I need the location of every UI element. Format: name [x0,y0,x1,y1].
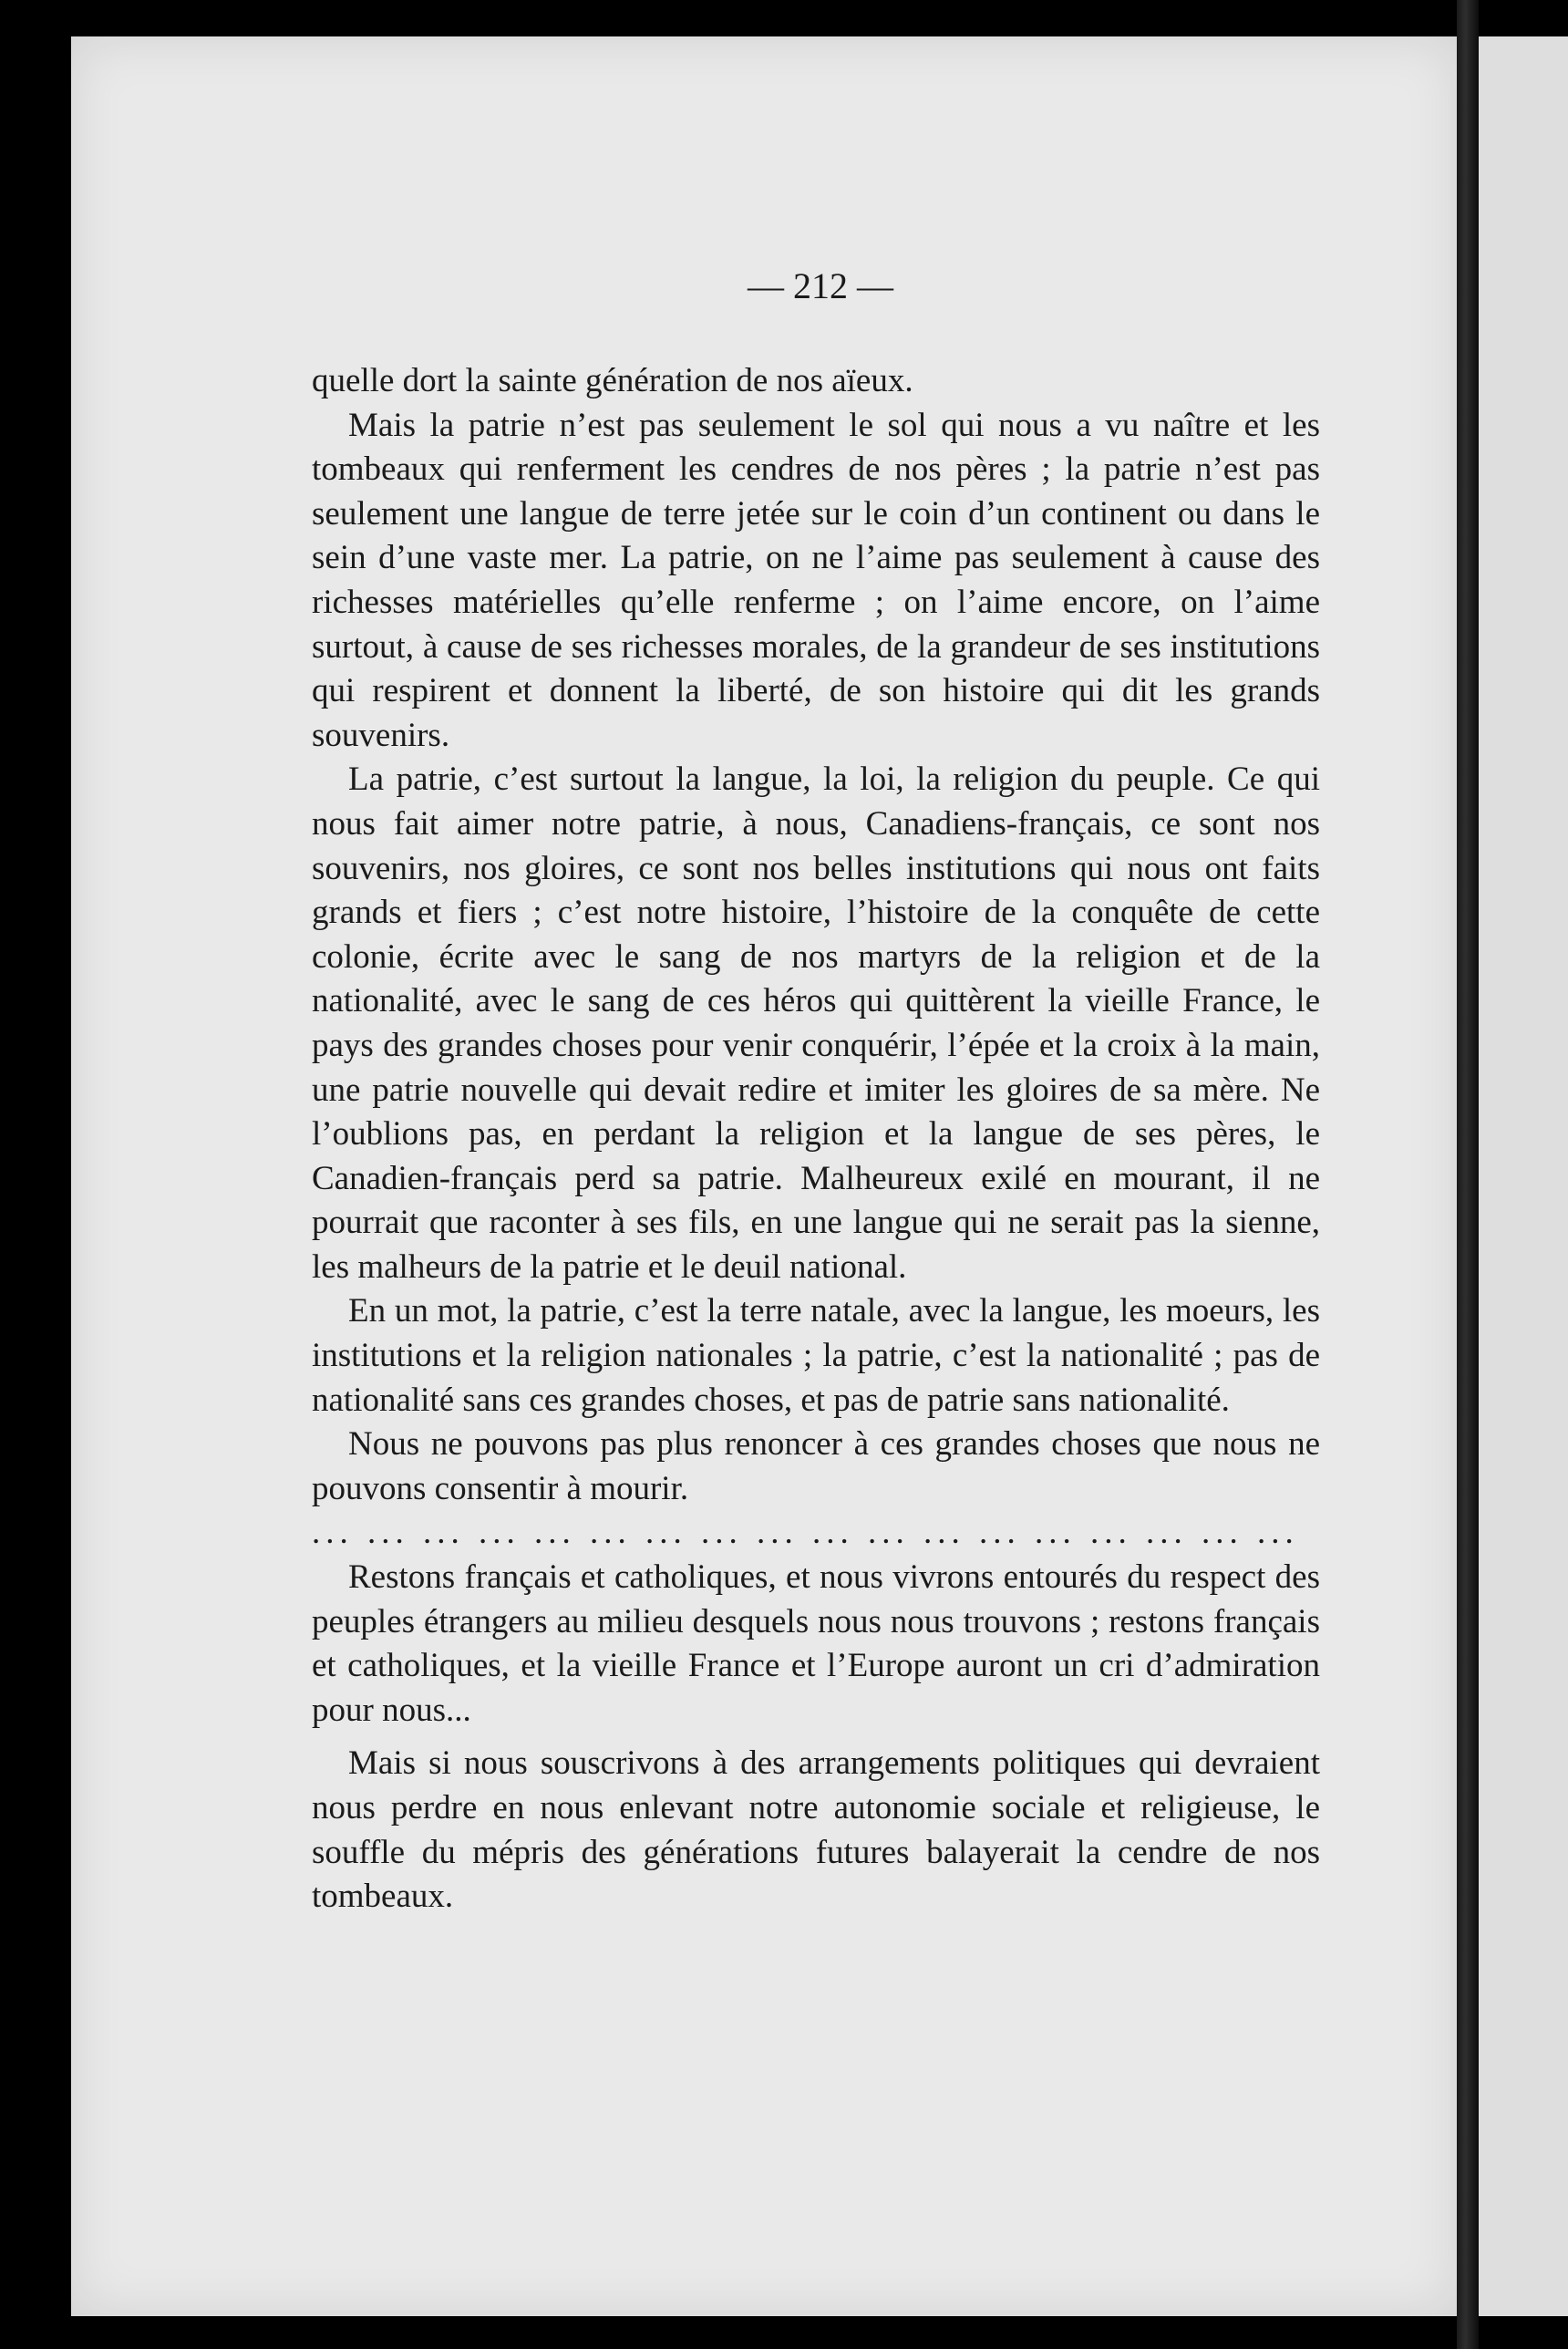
book-spine-shadow [1457,0,1479,2349]
paragraph-7: Mais si nous souscrivons à des arrangements politiques qui devraient nous perdre en nous enlevant notre autonomie sociale et religieuse, le souffle du mépris des générations futures balayerait la cendre de nos tombeaux. [312,1744,1320,1916]
paragraph-6: Restons français et catholiques, et nous vivrons entourés du respect des peuples étrangers au milieu desquels nous nous trouvons ; restons français et catholiques, et la vieille France et l’Europe auront un cri d’admiration pour nous... [312,1558,1320,1729]
paragraph-4: En un mot, la patrie, c’est la terre natale, avec la langue, les moeurs, les institutions et la religion nationales ; la patrie, c’est la nationalité ; pas de nationalité sans ces grandes choses, et pas de patrie sans nationalité. [312,1292,1320,1419]
paragraph-3: La patrie, c’est surtout la langue, la loi, la religion du peuple. Ce qui nous fait aimer notre patrie, à nous, Canadiens-français, ce sont nos souvenirs, nos gloires, ce sont nos belles institutions qui nous ont faits grands et fiers ; c’est notre histoire, l’histoire de la conquête de cette colonie, écrite avec le sang de nos martyrs de la religion et de la nationalité, avec le sang de ces héros qui quittèrent la vieille France, le pays des grandes choses pour venir conquérir, l’épée et la croix à la main, une patrie nouvelle qui devait redire et imiter les gloires de sa mère. Ne l’oublions pas, en perdant la religion et la langue de ses pères, le Canadien-français perd sa patrie. Malheureux exilé en mourant, il ne pourrait que raconter à ses fils, en une langue qui ne serait pas la sienne, les malheurs de la patrie et le deuil national. [312,761,1320,1286]
ellipsis-separator: ... ... ... ... ... ... ... ... ... ... ... ... ... ... ... ... ... ... [312,1514,1299,1552]
body-text [312,359,1320,1920]
paragraph-2: Mais la patrie n’est pas seulement le sol qui nous a vu naître et les tombeaux qui renferment les cendres de nos pères ; la patrie n’est pas seulement une langue de terre jetée sur le coin d’un continent ou dans le sein d’une vaste mer. La patrie, on ne l’aime pas seulement à cause des richesses matérielles qu’elle renferme ; on l’aime encore, on l’aime surtout, à cause de ses richesses morales, de la grandeur de ses institutions qui respirent et donnent la liberté, de son histoire qui dit les grands souvenirs. [312,406,1320,754]
page-number: — 212 — [748,265,893,306]
paragraph-1: quelle dort la sainte génération de nos aïeux. [312,362,913,399]
paragraph-5: Nous ne pouvons pas plus renoncer à ces grandes choses que nous ne pouvons consentir à mourir. [312,1425,1320,1507]
adjacent-page-edge [1479,36,1568,2316]
